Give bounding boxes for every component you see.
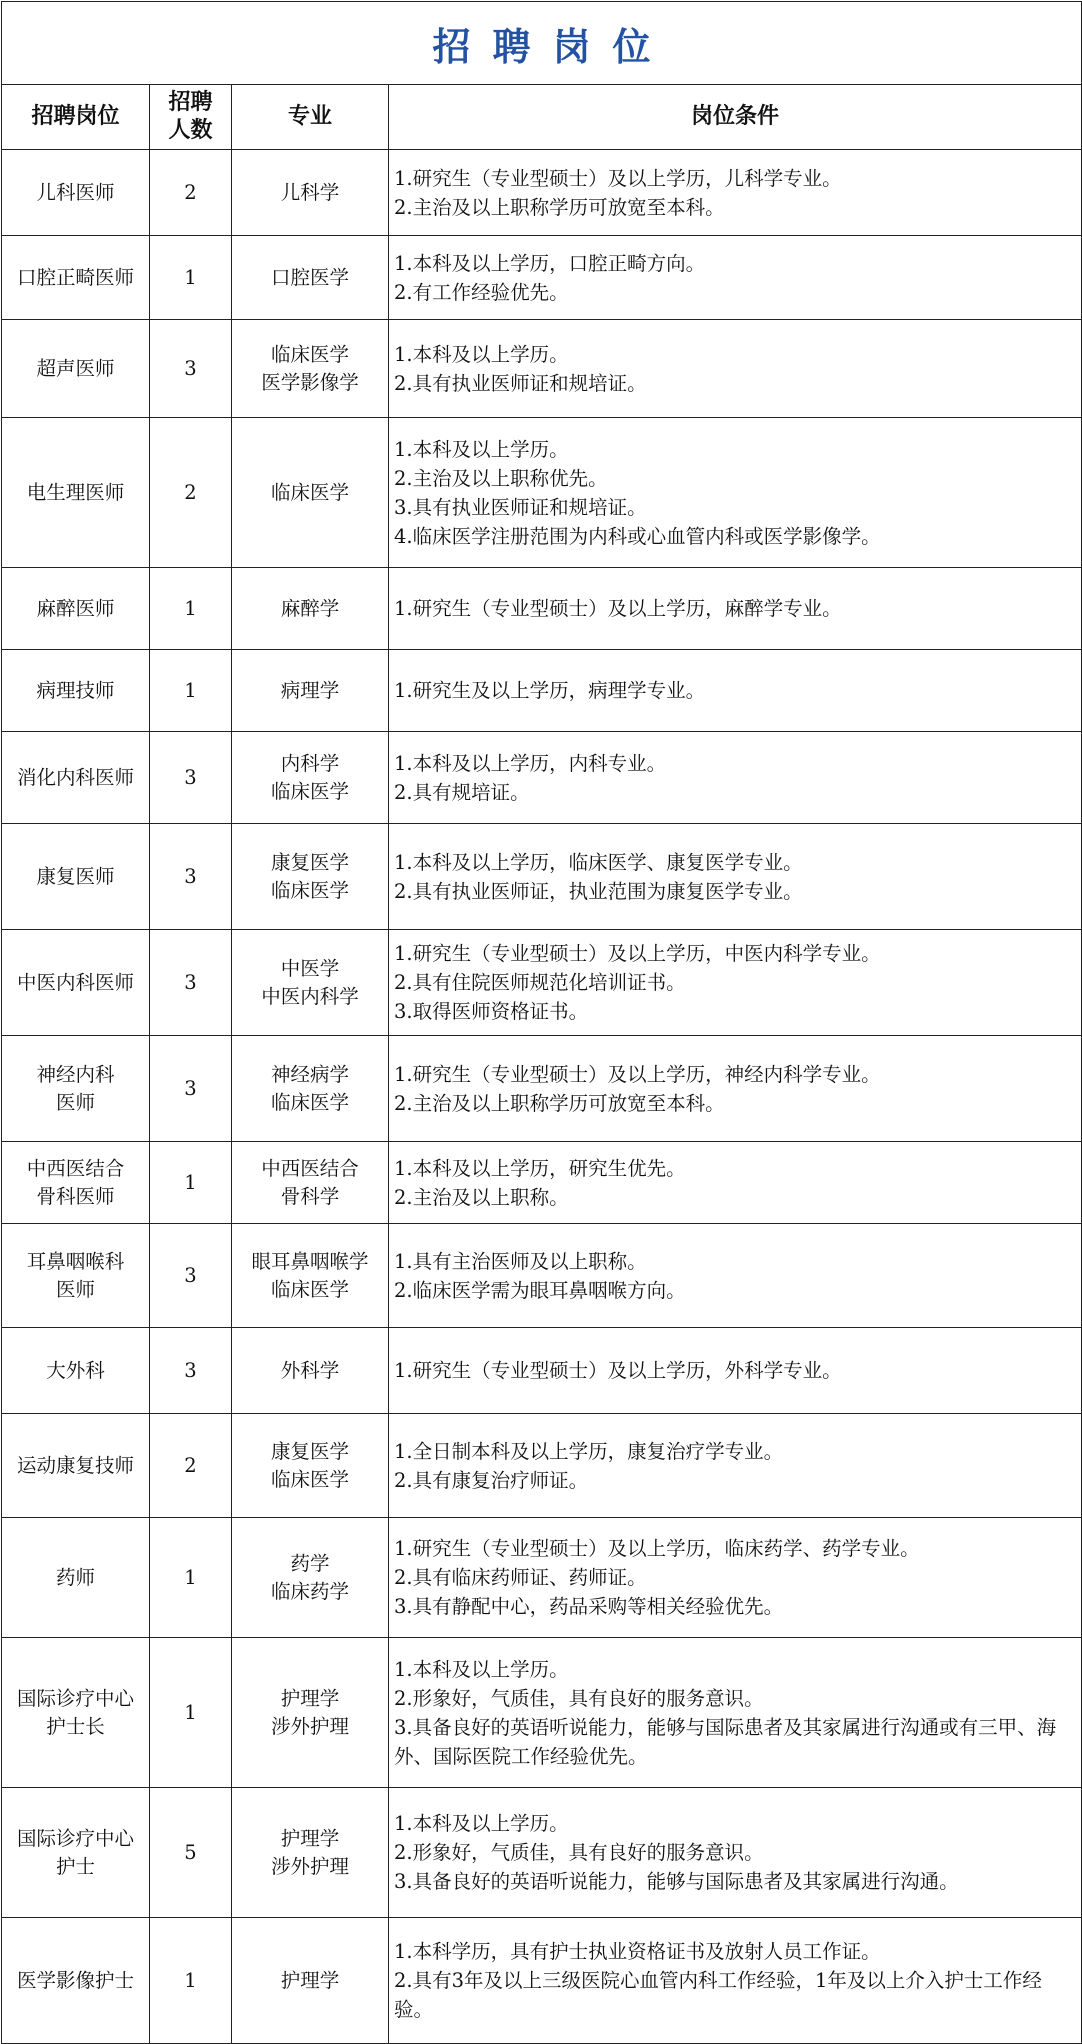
table-row [2,150,1082,236]
position-text: 护士长 [46,1714,105,1738]
condition-item: 1.全日制本科及以上学历，康复治疗学专业。 [394,1439,784,1463]
conditions-cell [389,1414,1082,1518]
count-cell: 2 [150,418,232,568]
major-cell [232,236,389,320]
position-text: 药师 [55,1565,95,1589]
table-row [2,650,1082,732]
major-text: 临床医学 [270,1467,349,1491]
position-text: 中西医结合 [26,1156,125,1180]
position-cell [2,150,150,236]
major-cell [232,1224,389,1328]
major-text: 口腔医学 [270,265,349,289]
major-text: 神经病学 [270,1062,349,1086]
table-row [2,930,1082,1036]
conditions-cell [389,418,1082,568]
header-count-line1: 招聘 [168,90,213,115]
position-cell [2,1518,150,1638]
major-text: 骨科学 [280,1184,340,1208]
major-cell [232,1414,389,1518]
major-text: 临床医学 [270,480,349,504]
recruitment-sheet [1,1,1081,2039]
count-cell: 1 [150,1918,232,2044]
condition-item: 1.本科及以上学历，口腔正畸方向。 [394,251,706,275]
table-row [2,1142,1082,1224]
count-cell: 5 [150,1788,232,1918]
conditions-cell [389,1224,1082,1328]
position-text: 消化内科医师 [16,765,134,789]
conditions-cell [389,650,1082,732]
position-cell [2,732,150,824]
condition-item: 1.本科及以上学历。 [394,1657,569,1681]
major-text: 中医学 [280,956,340,980]
position-cell [2,824,150,930]
header-position: 招聘岗位 [2,85,150,150]
condition-item: 1.研究生（专业型硕士）及以上学历，麻醉学专业。 [394,597,842,620]
conditions-cell [389,320,1082,418]
major-cell [232,1788,389,1918]
header-conditions: 岗位条件 [389,85,1082,150]
position-text: 康复医师 [36,864,115,888]
conditions-cell [389,568,1082,650]
condition-item: 2.主治及以上职称优先。 [394,466,608,490]
major-text: 药学 [290,1551,330,1575]
conditions-cell [389,1788,1082,1918]
major-cell [232,930,389,1036]
condition-item: 3.具有静配中心，药品采购等相关经验优先。 [394,1595,784,1618]
major-text: 中西医结合 [261,1156,359,1180]
table-row [2,1414,1082,1518]
count-cell: 2 [150,1414,232,1518]
major-text: 临床医学 [270,878,349,902]
major-cell [232,1036,389,1142]
position-text: 医师 [55,1090,95,1114]
position-cell [2,1328,150,1414]
table-row [2,1036,1082,1142]
position-text: 神经内科 [36,1062,115,1086]
position-text: 麻醉医师 [36,596,115,620]
conditions-cell [389,1036,1082,1142]
conditions-cell [389,1918,1082,2044]
page-title: 招聘岗位 [2,2,1082,85]
position-cell [2,930,150,1036]
condition-item: 1.本科及以上学历，内科专业。 [394,751,667,775]
count-cell: 3 [150,1036,232,1142]
major-text: 涉外护理 [270,1714,349,1738]
header-major: 专业 [232,85,389,150]
count-cell: 3 [150,320,232,418]
table-row [2,824,1082,930]
condition-item: 1.研究生（专业型硕士）及以上学历，儿科学专业。 [394,166,842,190]
position-text: 国际诊疗中心 [16,1826,134,1850]
condition-item: 2.具有3年及以上三级医院心血管内科工作经验，1年及以上介入护士工作经验。 [394,1969,1042,2021]
major-cell [232,568,389,650]
condition-item: 2.具有规培证。 [394,780,530,804]
position-cell [2,1788,150,1918]
conditions-cell [389,1518,1082,1638]
major-text: 护理学 [280,1686,340,1710]
condition-item: 1.本科学历，具有护士执业资格证书及放射人员工作证。 [394,1940,881,1963]
table-row [2,1328,1082,1414]
position-cell [2,418,150,568]
major-text: 临床医学 [270,1277,349,1301]
major-text: 临床医学 [270,779,349,803]
conditions-cell [389,824,1082,930]
position-cell [2,320,150,418]
condition-item: 1.具有主治医师及以上职称。 [394,1249,647,1273]
count-cell: 1 [150,1518,232,1638]
position-text: 骨科医师 [36,1184,115,1208]
major-text: 康复医学 [270,1439,349,1463]
major-cell [232,1142,389,1224]
condition-item: 2.临床医学需为眼耳鼻咽喉方向。 [394,1278,686,1302]
conditions-cell [389,1142,1082,1224]
condition-item: 3.具有执业医师证和规培证。 [394,495,647,519]
table-row [2,1224,1082,1328]
position-text: 耳鼻咽喉科 [26,1249,125,1273]
conditions-cell [389,150,1082,236]
major-text: 外科学 [280,1358,340,1382]
major-text: 儿科学 [280,180,340,204]
count-cell: 1 [150,236,232,320]
count-cell: 3 [150,1328,232,1414]
major-cell [232,1918,389,2044]
table-row [2,320,1082,418]
condition-item: 2.具有执业医师证，执业范围为康复医学专业。 [394,879,803,903]
condition-item: 2.主治及以上职称学历可放宽至本科。 [394,1091,725,1115]
condition-item: 1.研究生（专业型硕士）及以上学历，外科学专业。 [394,1359,842,1382]
condition-item: 1.本科及以上学历，临床医学、康复医学专业。 [394,850,803,874]
condition-item: 2.主治及以上职称。 [394,1185,569,1209]
major-text: 临床药学 [270,1579,349,1603]
position-text: 口腔正畸医师 [16,265,134,289]
major-text: 内科学 [280,751,340,775]
recruitment-table [1,1,1082,2044]
table-row [2,236,1082,320]
position-text: 大外科 [46,1358,105,1382]
position-text: 电生理医师 [26,480,125,504]
position-text: 医师 [55,1277,95,1301]
count-cell: 1 [150,568,232,650]
table-row [2,1518,1082,1638]
condition-item: 1.本科及以上学历，研究生优先。 [394,1156,686,1180]
condition-item: 3.具备良好的英语听说能力，能够与国际患者及其家属进行沟通或有三甲、海外、国际医院工作经验优先。 [394,1715,1057,1768]
position-cell [2,1638,150,1788]
position-text: 护士 [55,1854,95,1878]
major-text: 眼耳鼻咽喉学 [251,1249,369,1273]
table-row [2,418,1082,568]
condition-item: 2.形象好，气质佳，具有良好的服务意识。 [394,1686,764,1710]
major-text: 病理学 [280,678,340,702]
condition-item: 2.具有临床药师证、药师证。 [394,1566,647,1589]
major-cell [232,824,389,930]
position-text: 运动康复技师 [16,1453,134,1477]
condition-item: 1.本科及以上学历。 [394,342,569,366]
position-cell [2,1036,150,1142]
major-text: 临床医学 [270,1090,349,1114]
condition-item: 1.本科及以上学历。 [394,1812,569,1835]
condition-item: 2.具有执业医师证和规培证。 [394,371,647,395]
header-count [150,85,232,150]
condition-item: 2.主治及以上职称学历可放宽至本科。 [394,195,725,219]
major-text: 麻醉学 [280,596,340,620]
position-text: 超声医师 [36,356,115,380]
conditions-cell [389,236,1082,320]
major-cell [232,1638,389,1788]
position-cell [2,1414,150,1518]
count-cell: 3 [150,824,232,930]
table-row [2,1788,1082,1918]
count-cell: 1 [150,1638,232,1788]
conditions-cell [389,732,1082,824]
position-cell [2,1224,150,1328]
condition-item: 4.临床医学注册范围为内科或心血管内科或医学影像学。 [394,524,881,548]
conditions-cell [389,1638,1082,1788]
condition-item: 2.有工作经验优先。 [394,280,569,304]
major-cell [232,650,389,732]
position-cell [2,1918,150,2044]
major-cell [232,732,389,824]
major-text: 护理学 [280,1968,340,1992]
condition-item: 3.取得医师资格证书。 [394,1000,589,1023]
table-row [2,732,1082,824]
major-text: 临床医学 [270,342,349,366]
major-cell [232,418,389,568]
position-cell [2,568,150,650]
position-text: 国际诊疗中心 [16,1686,134,1710]
condition-item: 1.研究生（专业型硕士）及以上学历，临床药学、药学专业。 [394,1537,920,1560]
major-text: 康复医学 [270,850,349,874]
major-cell [232,1518,389,1638]
count-cell: 3 [150,930,232,1036]
count-cell: 3 [150,1224,232,1328]
condition-item: 2.形象好，气质佳，具有良好的服务意识。 [394,1841,764,1864]
count-cell: 1 [150,1142,232,1224]
major-cell [232,1328,389,1414]
major-text: 中医内科学 [261,984,359,1008]
condition-item: 1.研究生（专业型硕士）及以上学历，中医内科学专业。 [394,942,881,965]
position-text: 中医内科医师 [16,970,134,994]
table-row [2,568,1082,650]
condition-item: 2.具有住院医师规范化培训证书。 [394,971,686,994]
condition-item: 3.具备良好的英语听说能力，能够与国际患者及其家属进行沟通。 [394,1870,959,1893]
count-cell: 2 [150,150,232,236]
major-text: 医学影像学 [261,370,359,394]
table-row [2,1918,1082,2044]
position-text: 儿科医师 [36,180,115,204]
position-cell [2,650,150,732]
conditions-cell [389,1328,1082,1414]
position-cell [2,236,150,320]
major-cell [232,150,389,236]
major-text: 涉外护理 [270,1854,349,1878]
position-text: 病理技师 [36,678,115,702]
condition-item: 1.研究生及以上学历，病理学专业。 [394,679,706,702]
condition-item: 1.研究生（专业型硕士）及以上学历，神经内科学专业。 [394,1062,881,1086]
position-cell [2,1142,150,1224]
header-row [2,85,1082,150]
count-cell: 3 [150,732,232,824]
condition-item: 2.具有康复治疗师证。 [394,1468,589,1492]
count-cell: 1 [150,650,232,732]
condition-item: 1.本科及以上学历。 [394,437,569,461]
major-text: 护理学 [280,1826,340,1850]
position-text: 医学影像护士 [16,1968,134,1992]
major-cell [232,320,389,418]
table-row [2,1638,1082,1788]
header-count-line2: 人数 [168,118,213,143]
conditions-cell [389,930,1082,1036]
